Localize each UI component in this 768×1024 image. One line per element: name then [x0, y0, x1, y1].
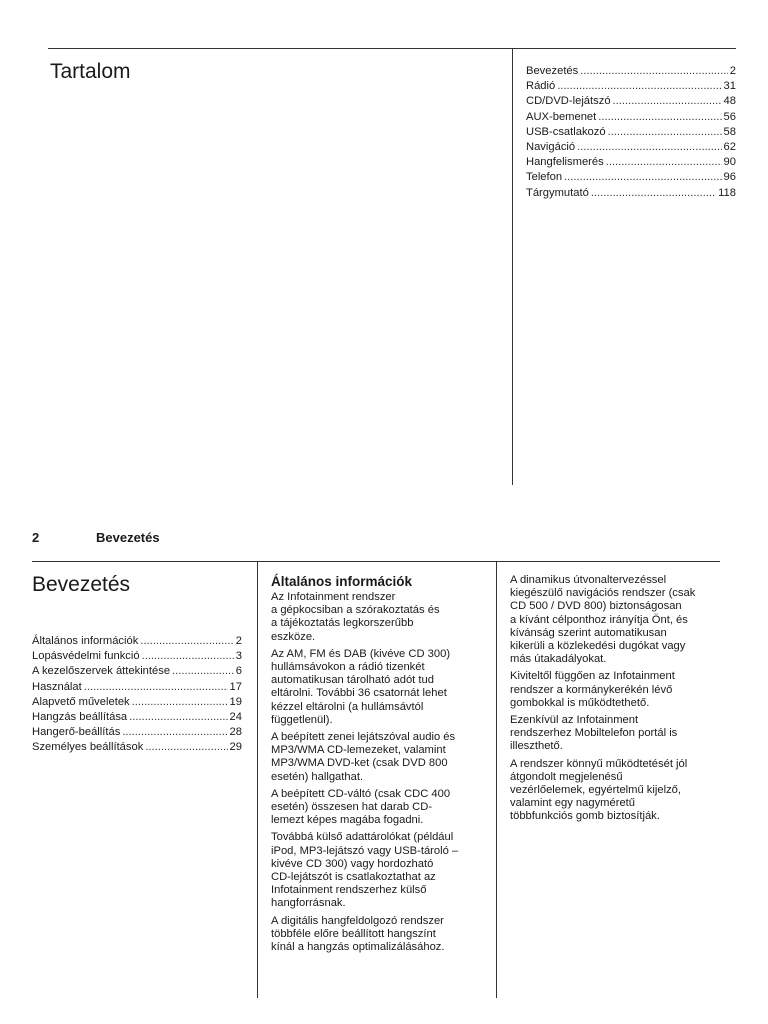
text-line: A rendszer könnyű működtetését jól	[510, 757, 688, 770]
text-line: a tájékoztatás legkorszerűbb	[271, 617, 414, 630]
toc-entry[interactable]	[526, 110, 736, 125]
text-line: Továbbá külső adattárolókat (például	[271, 831, 454, 844]
text-line: A beépített zenei lejátszóval audio és	[271, 731, 456, 744]
toc-leader	[132, 695, 228, 710]
toc-entry[interactable]	[32, 695, 242, 710]
text-line: lemezt képes magába fogadni.	[271, 814, 424, 827]
toc-label: Személyes beállítások	[32, 741, 144, 754]
text-line: gombokkal is működtethető.	[510, 696, 650, 709]
toc-entry[interactable]	[526, 94, 736, 109]
text-line: kézzel eltárolni (a hullámsávtól	[271, 700, 424, 713]
text-line: átgondolt megjelenésű	[510, 770, 623, 783]
toc-leader	[557, 79, 721, 94]
text-line: Kiviteltől függően az Infotainment	[510, 670, 675, 683]
paragraph	[271, 831, 487, 910]
text-line: hangforrásnak.	[271, 897, 346, 910]
toc-leader	[577, 140, 721, 155]
toc-page: 118	[718, 186, 736, 199]
toc-page: 28	[229, 726, 242, 739]
toc-entry[interactable]	[526, 186, 736, 201]
toc-label: Alapvető műveletek	[32, 695, 130, 708]
text-line: többféle előre beállított hangszínt	[271, 927, 436, 940]
column-divider-left	[257, 562, 258, 998]
text-line: más útakadályokat.	[510, 653, 607, 666]
toc-leader	[598, 110, 721, 125]
toc-entry[interactable]	[32, 649, 242, 664]
toc-label: Bevezetés	[526, 65, 579, 77]
toc-leader	[84, 680, 228, 695]
toc-leader	[613, 94, 722, 109]
paragraph	[271, 591, 487, 644]
column-divider-right	[496, 562, 497, 998]
paragraph	[510, 758, 736, 824]
text-line: függetlenül).	[271, 713, 333, 726]
toc-label: Hangzás beállítása	[32, 711, 128, 724]
toc-leader	[172, 664, 234, 679]
running-head: Bevezetés	[96, 530, 160, 545]
toc-label: Rádió	[526, 80, 556, 93]
paragraph	[271, 648, 487, 727]
text-line: illeszthető.	[510, 740, 563, 753]
toc-label: Telefon	[526, 171, 563, 184]
toc-label: Tárgymutató	[526, 186, 589, 199]
text-line: kiegészülő navigációs rendszer (csak	[510, 587, 696, 600]
paragraph	[510, 574, 736, 666]
toc-page: 29	[229, 741, 242, 754]
text-line: Ezenkívül az Infotainment	[510, 714, 639, 727]
text-line: MP3/WMA DVD-ket (csak DVD 800	[271, 757, 448, 770]
text-line: rendszerhez Mobiltelefon portál is	[510, 727, 678, 740]
toc-label: Navigáció	[526, 141, 576, 154]
toc-label: USB-csatlakozó	[526, 125, 606, 138]
text-line: rendszer a kormánykerékén lévő	[510, 683, 673, 696]
toc-page: 48	[723, 95, 736, 108]
text-line: automatikusan tárolható adót tud	[271, 674, 434, 687]
text-line: A digitális hangfeldolgozó rendszer	[271, 914, 444, 927]
chapter-title: Bevezetés	[32, 573, 131, 596]
text-line: többfunkciós gomb biztosítják.	[510, 810, 660, 823]
page-number: 2	[32, 530, 40, 545]
toc-entry[interactable]	[526, 64, 736, 79]
toc-page: 56	[723, 110, 736, 123]
text-column-middle	[271, 574, 487, 958]
toc-page: 31	[723, 80, 736, 93]
text-line: CD 500 / DVD 800) biztonságosan	[510, 600, 682, 613]
toc-entry[interactable]	[32, 680, 242, 695]
text-line: hullámsávokon a rádió tizenkét	[271, 661, 425, 674]
toc-page: 90	[723, 156, 736, 169]
toc-entry[interactable]	[32, 710, 242, 725]
text-line: kivéve CD 300) vagy hordozható	[271, 857, 434, 870]
paragraph	[271, 731, 487, 784]
text-line: esetén) hallgathat.	[271, 770, 364, 783]
paragraph	[510, 714, 736, 754]
toc-page: 3	[235, 650, 242, 663]
text-line: CD-lejátszót is csatlakoztathat az	[271, 871, 436, 884]
toc-leader	[145, 740, 227, 755]
toc-leader	[564, 170, 721, 185]
page-title: Tartalom	[50, 60, 131, 83]
toc-label: AUX-bemenet	[526, 110, 597, 123]
text-line: vezérlőelemek, egyértelmű kijelző,	[510, 784, 681, 797]
text-line: MP3/WMA CD-lemezeket, valamint	[271, 744, 446, 757]
toc-page: 58	[723, 125, 736, 138]
text-line: a gépkocsiban a szórakoztatás és	[271, 604, 440, 617]
column-divider	[512, 49, 513, 485]
text-line: iPod, MP3-lejátszó vagy USB-tároló –	[271, 844, 459, 857]
text-line: kínál a hangzás optimalizálásához.	[271, 941, 445, 954]
table-of-contents	[526, 64, 736, 201]
toc-label: Használat	[32, 680, 82, 693]
toc-label: Hangfelismerés	[526, 156, 604, 169]
text-column-right	[510, 574, 736, 828]
paragraph	[510, 670, 736, 710]
toc-leader	[606, 155, 722, 170]
toc-page: 19	[229, 695, 242, 708]
toc-entry[interactable]	[526, 140, 736, 155]
toc-entry[interactable]	[32, 725, 242, 740]
toc-entry[interactable]	[526, 125, 736, 140]
toc-entry[interactable]	[32, 664, 242, 679]
text-line: Az Infotainment rendszer	[271, 591, 396, 603]
section-heading: Általános információk	[271, 574, 413, 589]
toc-leader	[580, 64, 728, 79]
text-line: eszköze.	[271, 630, 316, 643]
top-rule	[48, 48, 736, 49]
toc-page: 2	[729, 65, 736, 77]
toc-label: Hangerő-beállítás	[32, 726, 121, 739]
text-line: Az AM, FM és DAB (kivéve CD 300)	[271, 647, 451, 660]
toc-entry[interactable]	[526, 170, 736, 185]
toc-entry[interactable]	[32, 740, 242, 755]
toc-label: CD/DVD-lejátszó	[526, 95, 611, 108]
toc-page: 62	[723, 141, 736, 154]
toc-page: 96	[723, 171, 736, 184]
paragraph	[271, 788, 487, 828]
toc-page: 24	[229, 711, 242, 724]
toc-leader	[122, 725, 227, 740]
text-line: valamint egy nagyméretű	[510, 797, 635, 810]
toc-label: Általános információk	[32, 635, 139, 647]
text-line: kívánság szerint automatikusan	[510, 626, 667, 639]
toc-leader	[591, 186, 716, 201]
toc-entry[interactable]	[32, 634, 242, 649]
text-line: kikerüli a közlekedési dugókat vagy	[510, 640, 686, 653]
toc-leader	[608, 125, 722, 140]
text-line: esetén) összesen hat darab CD-	[271, 801, 433, 814]
toc-page: 17	[229, 680, 242, 693]
toc-label: Lopásvédelmi funkció	[32, 650, 140, 663]
toc-page: 2	[235, 635, 242, 647]
toc-page: 6	[235, 665, 242, 678]
header-rule	[32, 561, 720, 562]
text-line: A beépített CD-váltó (csak CDC 400	[271, 787, 451, 800]
toc-entry[interactable]	[526, 155, 736, 170]
text-line: Infotainment rendszerhez külső	[271, 884, 427, 897]
toc-leader	[142, 649, 234, 664]
paragraph	[271, 915, 487, 955]
toc-leader	[140, 634, 233, 649]
text-line: A dinamikus útvonaltervezéssel	[510, 574, 667, 586]
toc-entry[interactable]	[526, 79, 736, 94]
toc-leader	[129, 710, 227, 725]
text-line: eltárolni. További 36 csatornát lehet	[271, 687, 447, 700]
text-line: a kívánt célponthoz irányítja Önt, és	[510, 613, 688, 626]
toc-label: A kezelőszervek áttekintése	[32, 665, 171, 678]
chapter-contents	[32, 634, 242, 756]
